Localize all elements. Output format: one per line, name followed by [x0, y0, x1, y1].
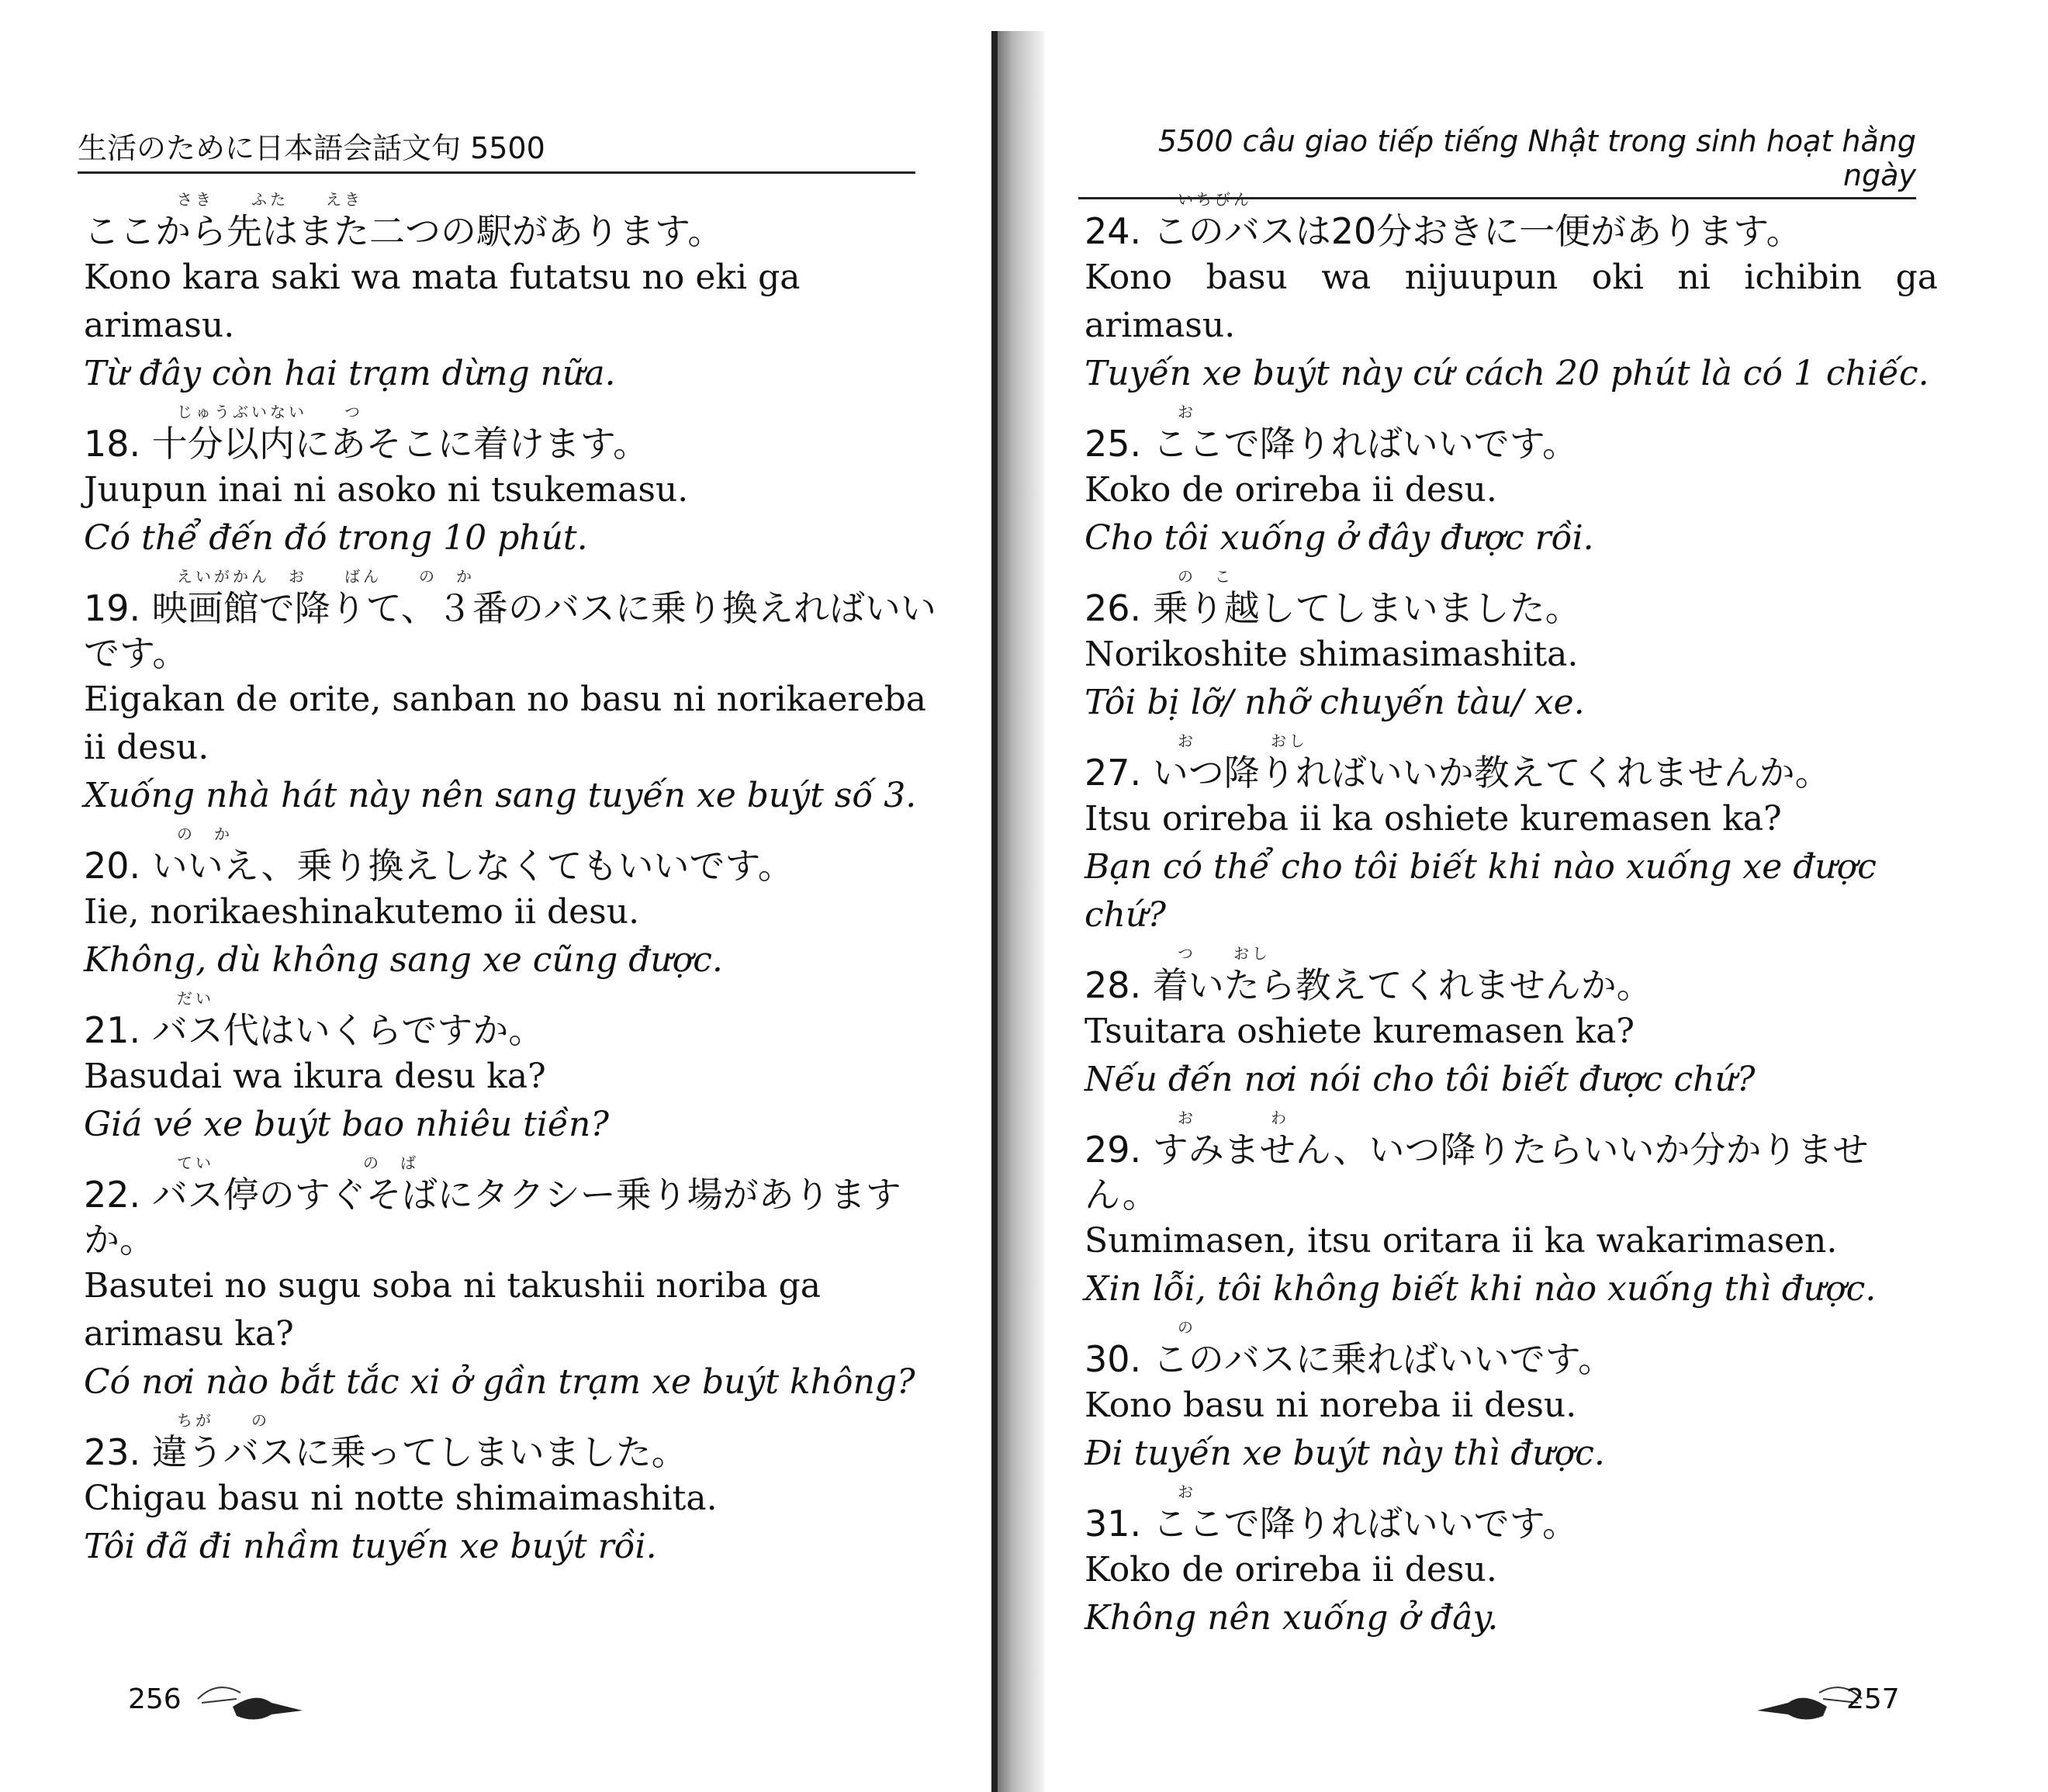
left-page: [0, 0, 1001, 1792]
japanese-sentence: 29. すみません、いつ降りたらいいか分かりません。: [1085, 1129, 1869, 1216]
furigana: お おし: [1178, 732, 1308, 750]
phrase-entry: [84, 825, 937, 984]
phrase-entry: [1085, 567, 1938, 727]
phrase-entry: [84, 403, 937, 562]
furigana: さき ふた えき: [177, 190, 363, 209]
japanese-sentence: 25. ここで降りればいいです。: [1085, 423, 1579, 465]
left-page-content: [84, 190, 937, 1576]
left-page-header: 生活のために日本語会話文句 5500: [78, 124, 915, 174]
romaji-sentence: Kono basu ni noreba ii desu.: [1085, 1386, 1577, 1425]
phrase-entry: [1085, 190, 1938, 398]
japanese-sentence: ここから先はまた二つの駅があります。: [84, 210, 724, 252]
phrase-entry: [1085, 732, 1938, 939]
japanese-sentence: 20. いいえ、乗り換えしなくてもいいです。: [84, 845, 794, 887]
vietnamese-translation: Bạn có thể cho tôi biết khi nào xuống xe được chứ?: [1085, 847, 1877, 935]
page-number: 257: [1846, 1683, 1900, 1715]
japanese-sentence: 30. このバスに乗ればいいです。: [1085, 1338, 1614, 1380]
vietnamese-translation: Tôi đã đi nhầm tuyến xe buýt rồi.: [84, 1527, 657, 1566]
vietnamese-translation: Không nên xuống ở đây.: [1085, 1598, 1499, 1638]
furigana: えいがかん お ばん の か: [177, 567, 475, 586]
japanese-sentence: 24. このバスは20分おきに一便があります。: [1085, 210, 1802, 252]
furigana: の: [1178, 1318, 1196, 1337]
japanese-sentence: 26. 乗り越してしまいました。: [1085, 587, 1581, 629]
furigana: つ おし: [1178, 944, 1271, 963]
right-page-content: [1085, 190, 1938, 1647]
phrase-entry: [84, 1411, 937, 1571]
vietnamese-translation: Đi tuyến xe buýt này thì được.: [1085, 1434, 1605, 1473]
furigana: いちびん: [1178, 190, 1252, 209]
japanese-sentence: 27. いつ降りればいいか教えてくれませんか。: [1085, 752, 1831, 794]
vietnamese-translation: Nếu đến nơi nói cho tôi biết được chứ?: [1085, 1060, 1756, 1099]
romaji-sentence: Iie, norikaeshinakutemo ii desu.: [84, 892, 640, 932]
vietnamese-translation: Giá vé xe buýt bao nhiêu tiền?: [84, 1105, 609, 1144]
furigana: だい: [177, 989, 214, 1008]
vietnamese-translation: Có nơi nào bắt tắc xi ở gần trạm xe buýt không?: [84, 1362, 915, 1402]
furigana: ちが の: [177, 1411, 270, 1430]
japanese-sentence: 18. 十分以内にあそこに着けます。: [84, 423, 649, 465]
phrase-entry: [84, 989, 937, 1149]
vietnamese-translation: Tuyến xe buýt này cứ cách 20 phút là có 1 chiếc.: [1085, 354, 1929, 393]
right-page: [1001, 0, 2048, 1792]
romaji-sentence: Kono basu wa nijuupun oki ni ichibin ga arimasu.: [1085, 258, 1938, 345]
phrase-entry: [1085, 1109, 1938, 1313]
vietnamese-translation: Xin lỗi, tôi không biết khi nào xuống thì được.: [1085, 1269, 1877, 1309]
romaji-sentence: Sumimasen, itsu oritara ii ka wakarimasen.: [1085, 1221, 1838, 1261]
japanese-sentence: 21. バス代はいくらですか。: [84, 1009, 545, 1051]
japanese-sentence: 19. 映画館で降りて、３番のバスに乗り換えればいいです。: [84, 587, 936, 674]
vietnamese-translation: Từ đây còn hai trạm dừng nữa.: [84, 354, 616, 393]
furigana: お: [1178, 1482, 1196, 1501]
romaji-sentence: Koko de orireba ii desu.: [1085, 1550, 1497, 1590]
japanese-sentence: 31. ここで降りればいいです。: [1085, 1503, 1579, 1545]
japanese-sentence: 22. バス停のすぐそばにタクシー乗り場がありますか。: [84, 1174, 901, 1261]
japanese-sentence: 23. 違うバスに乗ってしまいました。: [84, 1431, 687, 1473]
furigana: の こ: [1178, 567, 1233, 586]
furigana: お: [1178, 403, 1196, 421]
phrase-entry: [1085, 403, 1938, 562]
romaji-sentence: Basudai wa ikura desu ka?: [84, 1057, 546, 1096]
furigana: お わ: [1178, 1109, 1289, 1127]
phrase-entry: [84, 190, 937, 398]
furigana: の か: [177, 825, 233, 843]
romaji-sentence: Kono kara saki wa mata futatsu no eki ga arimasu.: [84, 258, 801, 345]
romaji-sentence: Juupun inai ni asoko ni tsukemasu.: [84, 470, 689, 510]
phrase-entry: [1085, 1482, 1938, 1642]
vietnamese-translation: Có thể đến đó trong 10 phút.: [84, 518, 588, 558]
phrase-entry: [1085, 944, 1938, 1104]
japanese-sentence: 28. 着いたら教えてくれませんか。: [1085, 964, 1652, 1006]
romaji-sentence: Basutei no sugu soba ni takushii noriba ga arimasu ka?: [84, 1266, 822, 1354]
romaji-sentence: Koko de orireba ii desu.: [1085, 470, 1497, 510]
furigana: てい の ば: [177, 1154, 419, 1172]
vietnamese-translation: Xuống nhà hát này nên sang tuyến xe buýt số 3.: [84, 776, 917, 815]
phrase-entry: [1085, 1318, 1938, 1478]
vietnamese-translation: Không, dù không sang xe cũng được.: [84, 940, 723, 980]
romaji-sentence: Norikoshite shimasimashita.: [1085, 635, 1579, 674]
bird-ornament-icon: [194, 1676, 310, 1730]
romaji-sentence: Tsuitara oshiete kuremasen ka?: [1085, 1012, 1635, 1051]
phrase-entry: [84, 567, 937, 820]
vietnamese-translation: Cho tôi xuống ở đây được rồi.: [1085, 518, 1594, 558]
furigana: じゅうぶいない つ: [177, 403, 363, 421]
right-page-header: 5500 câu giao tiếp tiếng Nhật trong sinh hoạt hằng ngày: [1078, 124, 1916, 199]
page-number: 256: [128, 1683, 182, 1715]
vietnamese-translation: Tôi bị lỡ/ nhỡ chuyến tàu/ xe.: [1085, 683, 1585, 722]
romaji-sentence: Eigakan de orite, sanban no basu ni norikaereba ii desu.: [84, 680, 927, 767]
romaji-sentence: Itsu orireba ii ka oshiete kuremasen ka?: [1085, 799, 1782, 839]
phrase-entry: [84, 1154, 937, 1406]
romaji-sentence: Chigau basu ni notte shimaimashita.: [84, 1479, 718, 1518]
